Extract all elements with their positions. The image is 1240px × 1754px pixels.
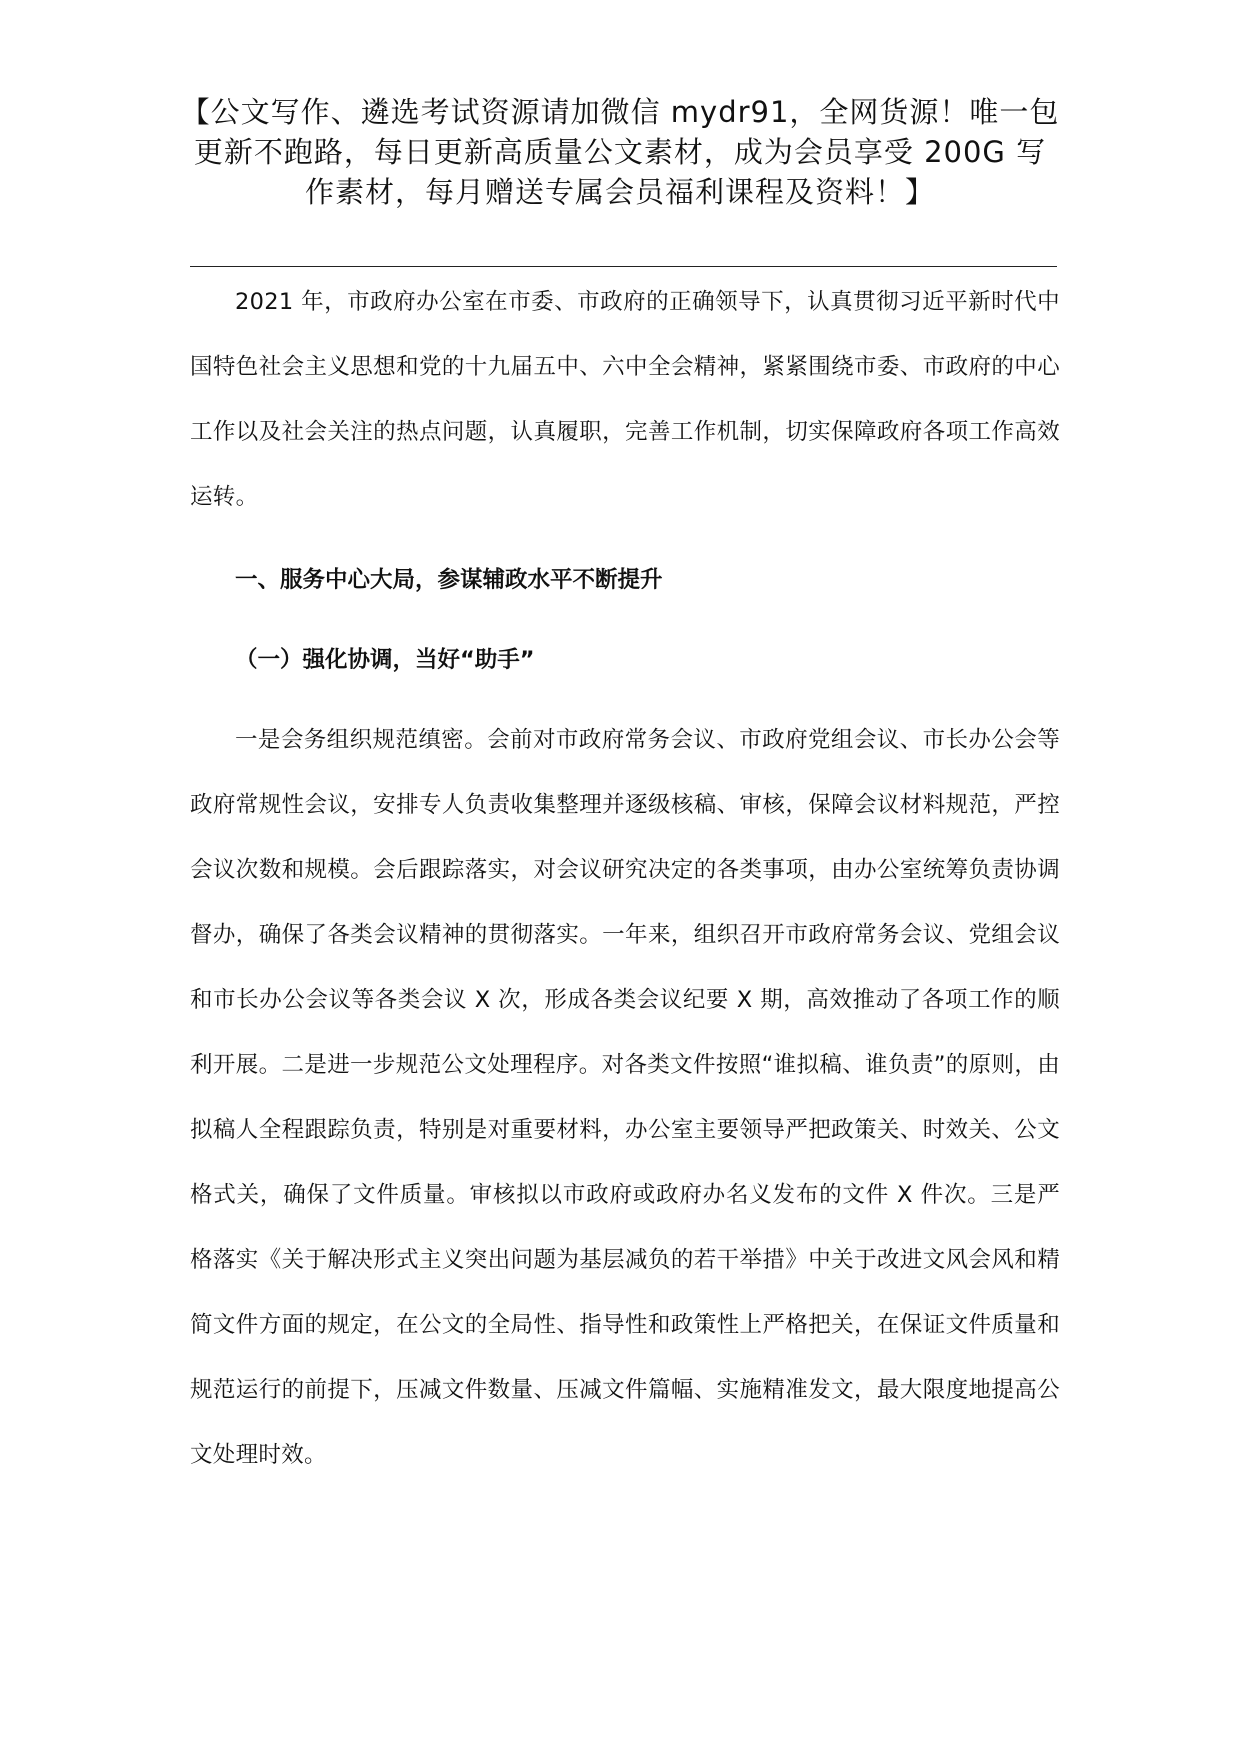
subsection-heading: （一）强化协调，当好“助手”: [235, 647, 535, 673]
intro-paragraph: 2021 年，市政府办公室在市委、市政府的正确领导下，认真贯彻习近平新时代中国特色社会主义思想和党的十九届五中、六中全会精神，紧紧围绕市委、市政府的中心工作以及社会关注的热点问题，认真履职，完善工作机制，切实保障政府各项工作高效运转。: [190, 289, 1060, 510]
promo-banner-header: 【公文写作、遴选考试资源请加微信 mydr91，全网货源！唯一包更新不跑路，每日更新高质量公文素材，成为会员享受 200G 写作素材，每月赠送专属会员福利课程及资料！】: [180, 95, 1060, 209]
section-heading: 一、服务中心大局，参谋辅政水平不断提升: [235, 567, 663, 593]
body-paragraph-block: [190, 708, 1060, 1488]
body-paragraph: 一是会务组织规范缜密。会前对市政府常务会议、市政府党组会议、市长办公会等政府常规性会议，安排专人负责收集整理并逐级核稿、审核，保障会议材料规范，严控会议次数和规模。会后跟踪落实，对会议研究决定的各类事项，由办公室统筹负责协调督办，确保了各类会议精神的贯彻落实。一年来，组织召开市政府常务会议、党组会议和市长办公会议等各类会议 X 次，形成各类会议纪要 X 期，高效推动了各项工作的顺利开展。二是进一步规范公文处理程序。对各类文件按照“谁拟稿、谁负责”的原则，由拟稿人全程跟踪负责，特别是对重要材料，办公室主要领导严把政策关、时效关、公文格式关，确保了文件质量。审核拟以市政府或政府办名义发布的文件 X 件次。三是严格落实《关于解决形式主义突出问题为基层减负的若干举措》中关于改进文风会风和精简文件方面的规定，在公文的全局性、指导性和政策性上严格把关，在保证文件质量和规范运行的前提下，压减文件数量、压减文件篇幅、实施精准发文，最大限度地提高公文处理时效。: [190, 727, 1060, 1468]
intro-paragraph-block: [190, 270, 1060, 530]
header-divider: [190, 266, 1057, 267]
